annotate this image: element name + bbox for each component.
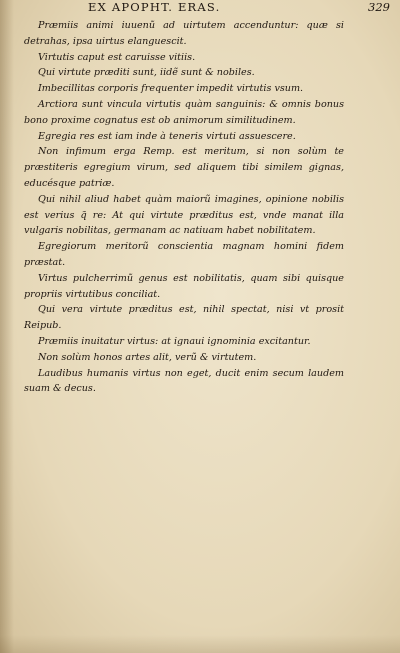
paragraph: Præmiis inuitatur virtus: at ignaui ignominia excitantur. (38, 335, 311, 347)
paragraph: Laudibus humanis virtus non eget, ducit enim secum laudem suam & decus. (24, 367, 344, 395)
paragraph: Non solùm honos artes alit, verũ & virtutem. (38, 351, 257, 363)
page-number: 329 (368, 0, 390, 14)
paragraph: Qui vera virtute præditus est, nihil spectat, nisi vt prosit Reipub. (24, 304, 344, 332)
paragraph: Virtus pulcherrimũ genus est nobilitatis, quam sibi quisque propriis virtutibus conciliat. (24, 272, 344, 300)
page-header (70, 0, 390, 18)
paragraph: Qui virtute præditi sunt, iidẽ sunt & nobiles. (38, 67, 255, 79)
paragraph: Virtutis caput est caruisse vitiis. (38, 51, 196, 63)
paragraph: Qui nihil aliud habet quàm maiorũ imagines, opinione nobilis est verius q̃ re: At qui virtute præditus est, vnde manat illa vulgaris nobilitas, germanam ac natiuam habet nobilitatem. (24, 193, 344, 237)
paragraph: Egregiorum meritorũ conscientia magnam homini fidem præstat. (24, 241, 344, 268)
running-head: EX APOPHT. ERAS. (88, 0, 221, 14)
body-text (24, 18, 344, 397)
paragraph: Egregia res est iam inde à teneris virtuti assuescere. (38, 130, 296, 142)
paragraph: Imbecillitas corporis frequenter impedit virtutis vsum. (38, 83, 304, 95)
paragraph: Præmiis animi iuuenũ ad uirtutem accenduntur: quæ si detrahas, ipsa uirtus elanguescit. (24, 20, 344, 47)
paragraph: Non infimum erga Remp. est meritum, si non solùm te præstiteris egregium virum, sed aliquem tibi similem gignas, educésque patriæ. (24, 146, 344, 189)
paragraph: Arctiora sunt vincula virtutis quàm sanguinis: & omnis bonus bono proxime cognatus est ob animorum similitudinem. (24, 98, 344, 126)
